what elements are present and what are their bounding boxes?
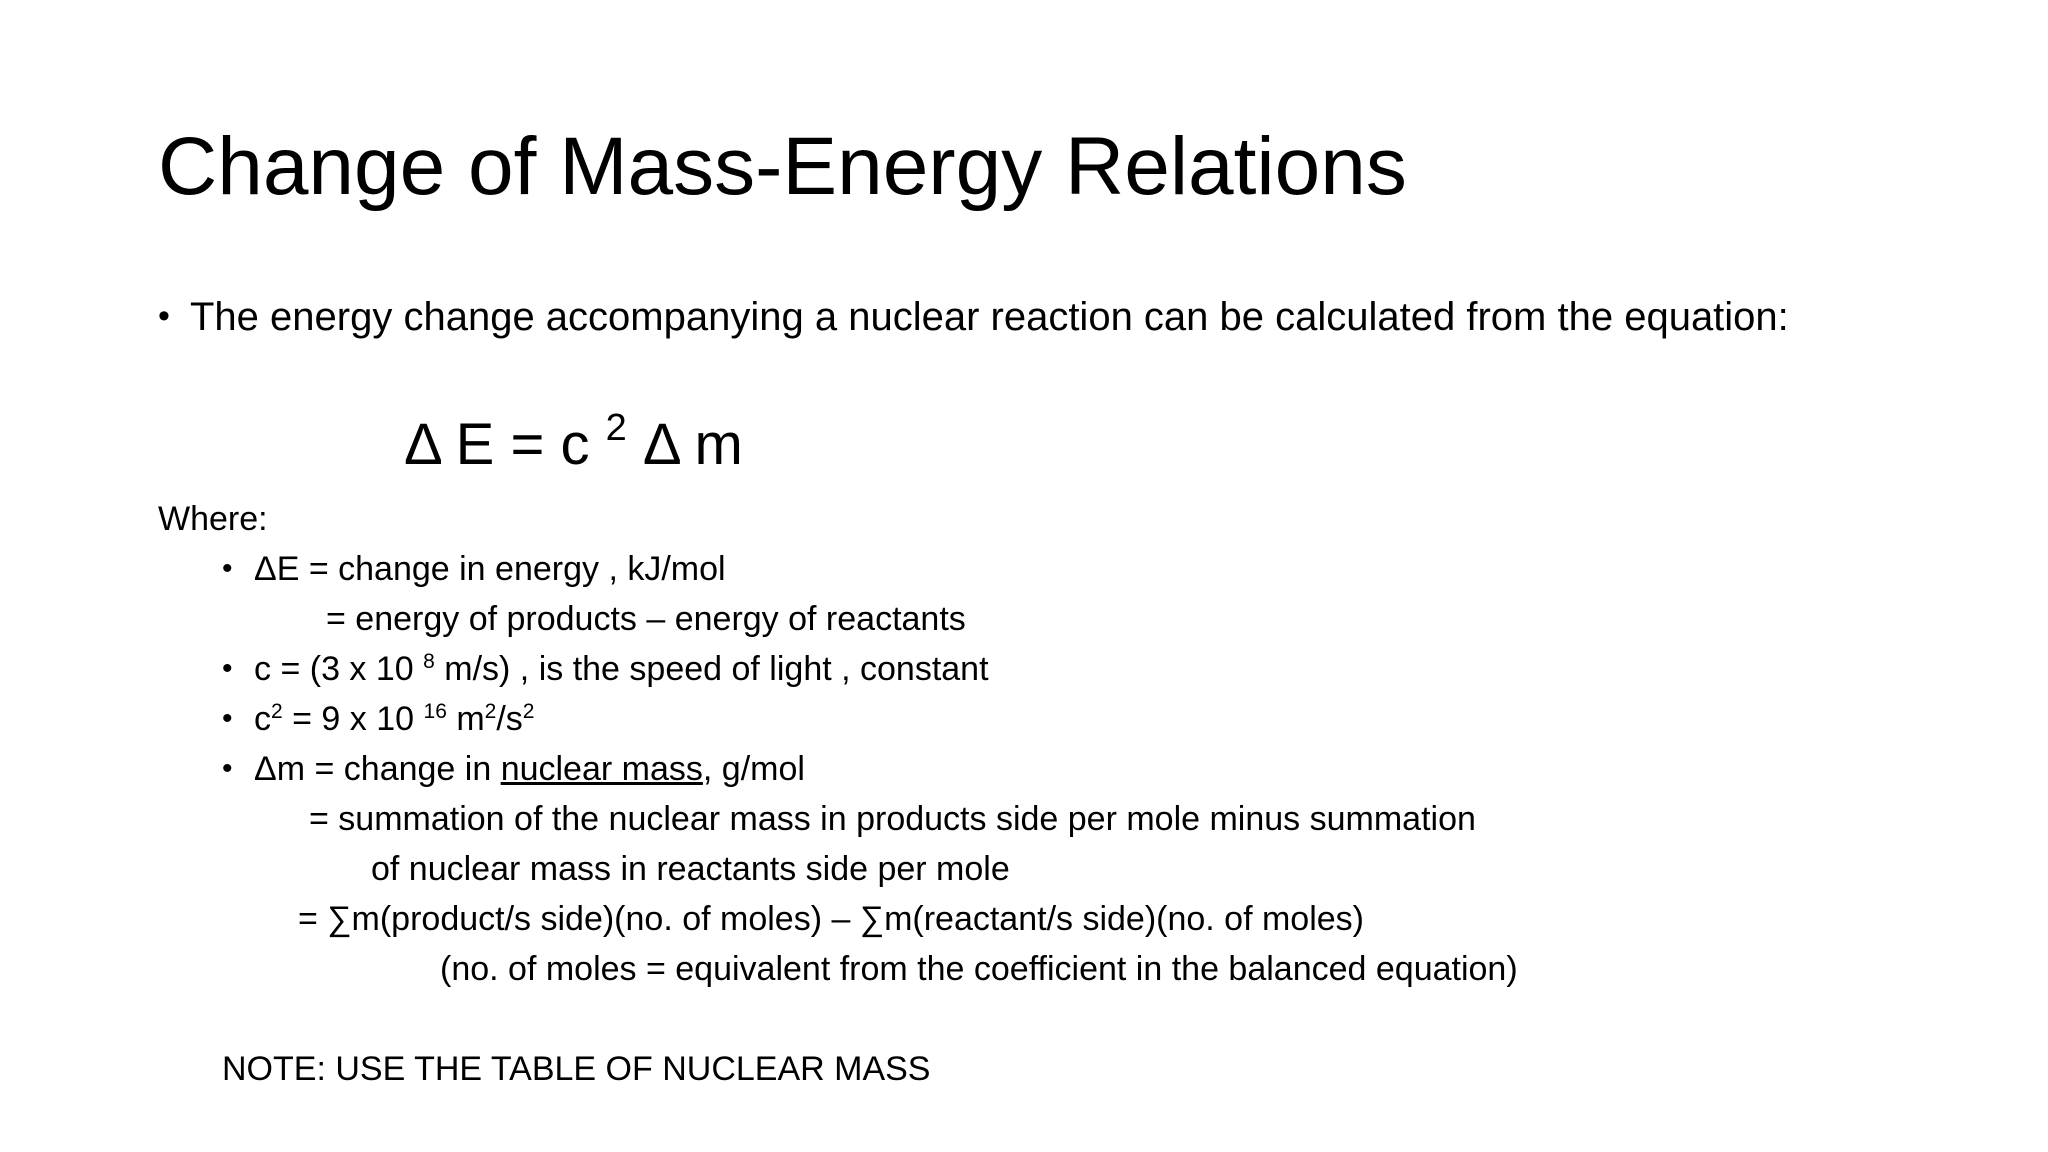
bullet-icon: •	[158, 297, 170, 335]
delta-m-item	[222, 749, 805, 790]
c-squared-item	[222, 699, 534, 740]
delta-e-line1: ΔE = change in energy , kJ/mol	[254, 550, 726, 588]
main-equation	[404, 407, 743, 480]
c-definition-item	[222, 649, 989, 690]
c-def-text-after: m/s) , is the speed of light , constant	[434, 650, 989, 688]
equation-rhs: Δ m	[626, 412, 743, 477]
where-label: Where:	[158, 500, 268, 538]
c-squared-exp3: 2	[484, 700, 497, 723]
c-def-text-before: c = (3 x 10	[254, 650, 424, 688]
delta-e-item	[222, 549, 726, 590]
delta-m-line4: = ∑m(product/s side)(no. of moles) – ∑m(reactant/s side)(no. of moles)	[298, 900, 1365, 938]
delta-e-line2: = energy of products – energy of reactants	[326, 600, 966, 638]
delta-m-text-before: Δm = change in	[254, 750, 501, 788]
intro-bullet-text: The energy change accompanying a nuclear reaction can be calculated from the equation:	[190, 295, 1789, 339]
bullet-icon: •	[222, 752, 233, 785]
delta-m-line3: of nuclear mass in reactants side per mole	[371, 850, 1010, 888]
c-squared-mid: = 9 x 10	[282, 700, 424, 738]
intro-bullet	[158, 293, 1789, 341]
nuclear-mass-underlined: nuclear mass	[500, 750, 703, 788]
delta-m-line2: = summation of the nuclear mass in products side per mole minus summation	[309, 800, 1476, 838]
delta-m-line5: (no. of moles = equivalent from the coefficient in the balanced equation)	[440, 950, 1518, 988]
c-squared-exp1: 2	[271, 700, 283, 723]
bullet-icon: •	[222, 552, 233, 585]
delta-m-text-after: , g/mol	[702, 750, 805, 788]
c-squared-unit-m: m	[446, 700, 485, 738]
c-def-exponent: 8	[423, 650, 435, 673]
bullet-icon: •	[222, 652, 233, 685]
slide-title: Change of Mass-Energy Relations	[158, 121, 1407, 212]
equation-lhs: Δ E = c	[404, 412, 606, 477]
c-squared-exp2: 16	[423, 700, 447, 723]
c-squared-unit-s: /s	[496, 700, 523, 738]
note-text: NOTE: USE THE TABLE OF NUCLEAR MASS	[222, 1050, 931, 1088]
bullet-icon: •	[222, 702, 233, 735]
equation-exponent: 2	[605, 407, 627, 449]
c-squared-exp4: 2	[522, 700, 535, 723]
c-squared-base: c	[254, 700, 271, 738]
